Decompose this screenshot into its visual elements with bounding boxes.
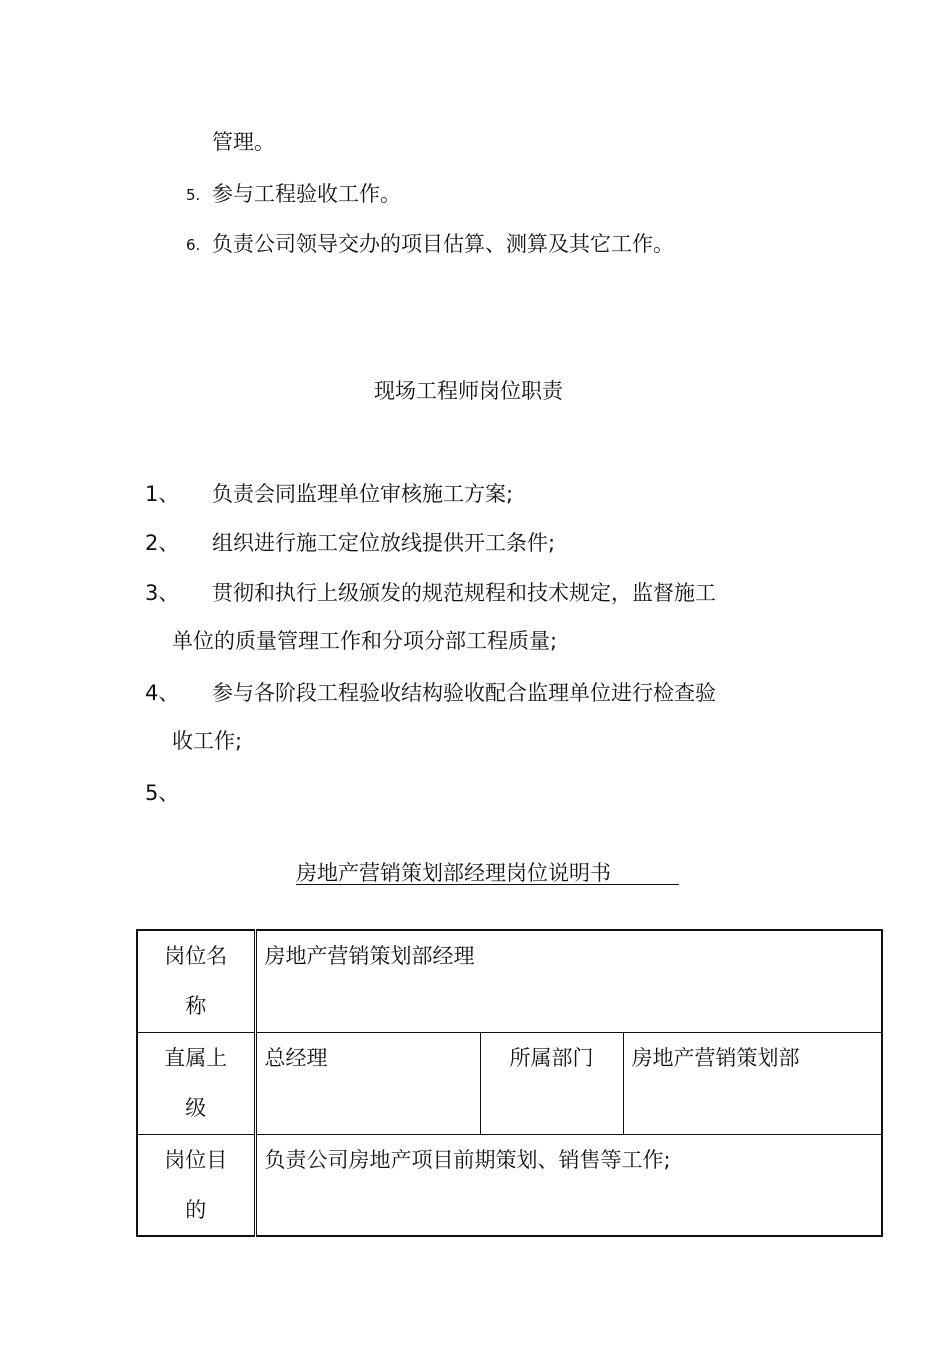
- value-direct-superior: 总经理: [255, 1032, 480, 1134]
- list-number-6: 6.: [186, 236, 201, 254]
- label-line: 直属上: [164, 1045, 228, 1070]
- duty-3-line-1: 贯彻和执行上级颁发的规范规程和技术规定，监督施工: [212, 581, 716, 605]
- duty-3-line-2: 单位的质量管理工作和分项分部工程质量;: [172, 629, 558, 653]
- label-department: 所属部门: [480, 1032, 623, 1134]
- value-position-purpose: 负责公司房地产项目前期策划、销售等工作;: [255, 1134, 882, 1236]
- duty-1-line-1: 负责会同监理单位审核施工方案;: [212, 482, 514, 506]
- duty-number-4: 4、: [145, 681, 180, 705]
- label-line: 称: [185, 994, 207, 1018]
- value-department: 房地产营销策划部: [623, 1032, 882, 1134]
- label-line: 级: [185, 1095, 207, 1120]
- section-title-job-description: 房地产营销策划部经理岗位说明书: [296, 861, 611, 885]
- label-line: 岗位目: [164, 1147, 228, 1172]
- duty-number-5: 5、: [145, 781, 180, 805]
- label-position-purpose: [137, 1134, 255, 1236]
- list-item-5-text: 参与工程验收工作。: [212, 182, 401, 206]
- section-title-site-engineer: 现场工程师岗位职责: [374, 379, 563, 403]
- duty-4-line-1: 参与各阶段工程验收结构验收配合监理单位进行检查验: [212, 681, 716, 705]
- list-number-5: 5.: [186, 186, 201, 204]
- list-item-6-text: 负责公司领导交办的项目估算、测算及其它工作。: [212, 232, 674, 256]
- duty-4-line-2: 收工作;: [172, 729, 243, 753]
- label-line: 岗位名: [164, 944, 228, 968]
- label-line: 的: [185, 1197, 207, 1222]
- list-continuation-text: 管理。: [212, 130, 275, 154]
- table-row: [137, 930, 882, 1032]
- duty-number-2: 2、: [145, 531, 180, 555]
- table-row: [137, 1134, 882, 1236]
- value-position-name: 房地产营销策划部经理: [255, 930, 882, 1032]
- title-underline: [296, 884, 679, 885]
- job-description-table: [136, 929, 883, 1237]
- duty-number-3: 3、: [145, 581, 180, 605]
- label-position-name: [137, 930, 255, 1032]
- label-direct-superior: [137, 1032, 255, 1134]
- duty-2-line-1: 组织进行施工定位放线提供开工条件;: [212, 531, 556, 555]
- duty-number-1: 1、: [145, 482, 180, 506]
- table-row: [137, 1032, 882, 1134]
